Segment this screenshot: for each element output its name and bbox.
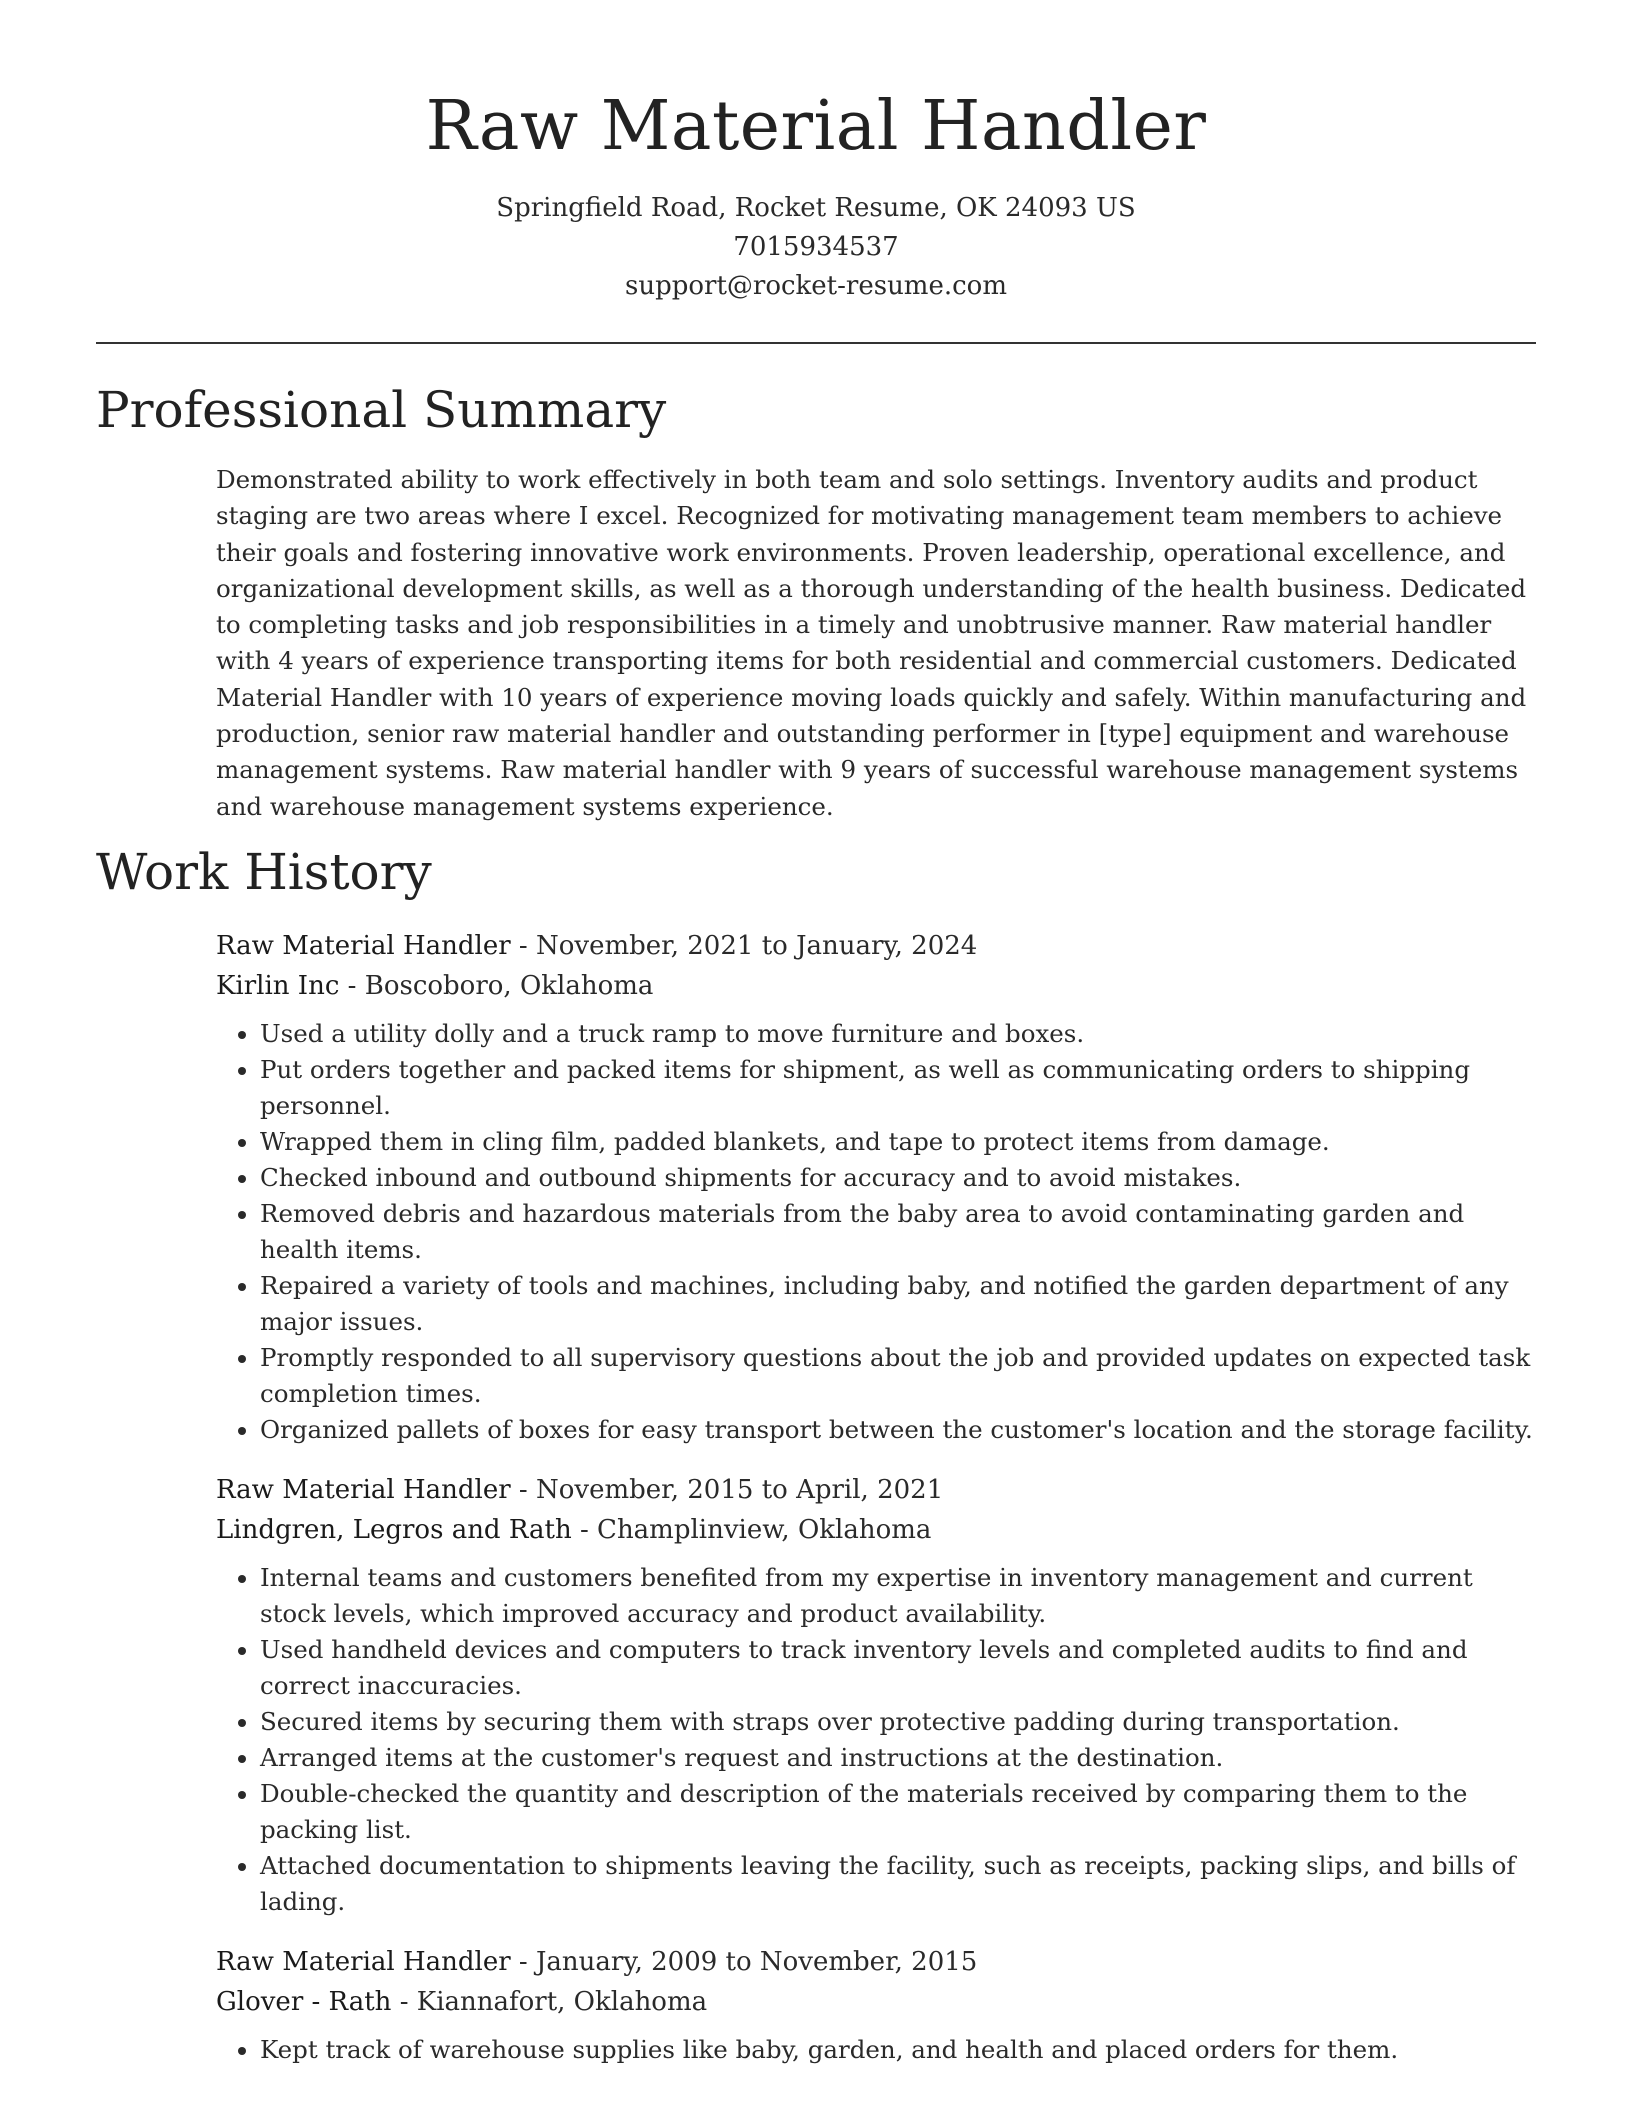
contact-phone: 7015934537: [733, 232, 899, 262]
job-bullets: [216, 1016, 1546, 1448]
summary-text: Demonstrated ability to work effectively in both team and solo settings. Inventory audits and product staging are two areas where I excel. Recognized for motivating management team members to achieve their goals and fostering innovative work environments. Proven leadership, operational excellence, and organizational development skills, as well as a thorough understanding of the health business. Dedicated to completing tasks and job responsibilities in a timely and unobtrusive manner. Raw material handler with 4 years of experience transporting items for both residential and commercial customers. Dedicated Material Handler with 10 years of experience moving loads quickly and safely. Within manufacturing and production, senior raw material handler and outstanding performer in [type] equipment and warehouse management systems. Raw material handler with 9 years of successful warehouse management systems and warehouse management systems experience.: [216, 465, 1527, 821]
job-bullet: • Internal teams and customers benefited from my expertise in inventory management and current stock levels, which improved accuracy and product availability.: [260, 1560, 1546, 1632]
job-bullet: • Repaired a variety of tools and machines, including baby, and notified the garden department of any major issues.: [260, 1268, 1546, 1340]
job-separator: -: [510, 1475, 536, 1505]
job-separator: -: [391, 1987, 417, 2017]
job-company-line: [216, 1982, 1546, 2022]
summary-heading: Professional Summary: [96, 381, 667, 439]
job-location: Champlinview, Oklahoma: [597, 1515, 932, 1545]
job-entry: [216, 1942, 1546, 2068]
job-bullet: • Wrapped them in cling film, padded blankets, and tape to protect items from damage.: [260, 1124, 1546, 1160]
job-separator: -: [339, 971, 365, 1001]
job-company-line: [216, 1510, 1546, 1550]
job-bullet: • Removed debris and hazardous materials from the baby area to avoid contaminating garden and health items.: [260, 1196, 1546, 1268]
job-title-line: [216, 1942, 1546, 1982]
job-bullet: • Arranged items at the customer's request and instructions at the destination.: [260, 1740, 1546, 1776]
job-bullet: • Promptly responded to all supervisory questions about the job and provided updates on expected task completion times.: [260, 1340, 1546, 1412]
job-role: Raw Material Handler: [216, 1947, 511, 1977]
job-bullet: • Organized pallets of boxes for easy transport between the customer's location and the storage facility.: [260, 1412, 1546, 1448]
job-bullets: [216, 2032, 1546, 2068]
job-dates: November, 2015 to April, 2021: [536, 1475, 944, 1505]
resume-header: [96, 82, 1536, 306]
header-divider: [96, 342, 1536, 344]
job-dates: January, 2009 to November, 2015: [536, 1947, 978, 1977]
job-bullet: • Kept track of warehouse supplies like baby, garden, and health and placed orders for them.: [260, 2032, 1546, 2068]
job-bullet: • Attached documentation to shipments leaving the facility, such as receipts, packing slips, and bills of lading.: [260, 1848, 1546, 1920]
job-entry: [216, 1470, 1546, 1920]
contact-email: support@rocket-resume.com: [624, 271, 1007, 301]
contact-address: Springfield Road, Rocket Resume, OK 24093 US: [496, 193, 1136, 223]
job-company: Lindgren, Legros and Rath: [216, 1515, 572, 1545]
job-location: Boscoboro, Oklahoma: [364, 971, 654, 1001]
job-bullet: • Checked inbound and outbound shipments for accuracy and to avoid mistakes.: [260, 1160, 1546, 1196]
work-history-list: [216, 926, 1546, 2090]
job-entry: [216, 926, 1546, 1448]
job-company-line: [216, 966, 1546, 1006]
job-role: Raw Material Handler: [216, 931, 511, 961]
job-separator: -: [510, 931, 536, 961]
job-role: Raw Material Handler: [216, 1475, 511, 1505]
job-dates: November, 2021 to January, 2024: [536, 931, 978, 961]
contact-info: [96, 189, 1536, 306]
job-bullets: [216, 1560, 1546, 1920]
job-company: Glover - Rath: [216, 1987, 392, 2017]
job-bullet: • Used handheld devices and computers to track inventory levels and completed audits to find and correct inaccuracies.: [260, 1632, 1546, 1704]
job-title-line: [216, 926, 1546, 966]
candidate-name: Raw Material Handler: [425, 87, 1207, 166]
job-bullet: • Put orders together and packed items for shipment, as well as communicating orders to shipping personnel.: [260, 1052, 1546, 1124]
job-bullet: • Secured items by securing them with straps over protective padding during transportation.: [260, 1704, 1546, 1740]
job-separator: -: [510, 1947, 536, 1977]
job-company: Kirlin Inc: [216, 971, 340, 1001]
work-history-heading: Work History: [96, 843, 432, 901]
job-bullet: • Used a utility dolly and a truck ramp to move furniture and boxes.: [260, 1016, 1546, 1052]
job-title-line: [216, 1470, 1546, 1510]
job-location: Kiannafort, Oklahoma: [416, 1987, 708, 2017]
job-separator: -: [571, 1515, 598, 1545]
job-bullet: • Double-checked the quantity and description of the materials received by comparing them to the packing list.: [260, 1776, 1546, 1848]
